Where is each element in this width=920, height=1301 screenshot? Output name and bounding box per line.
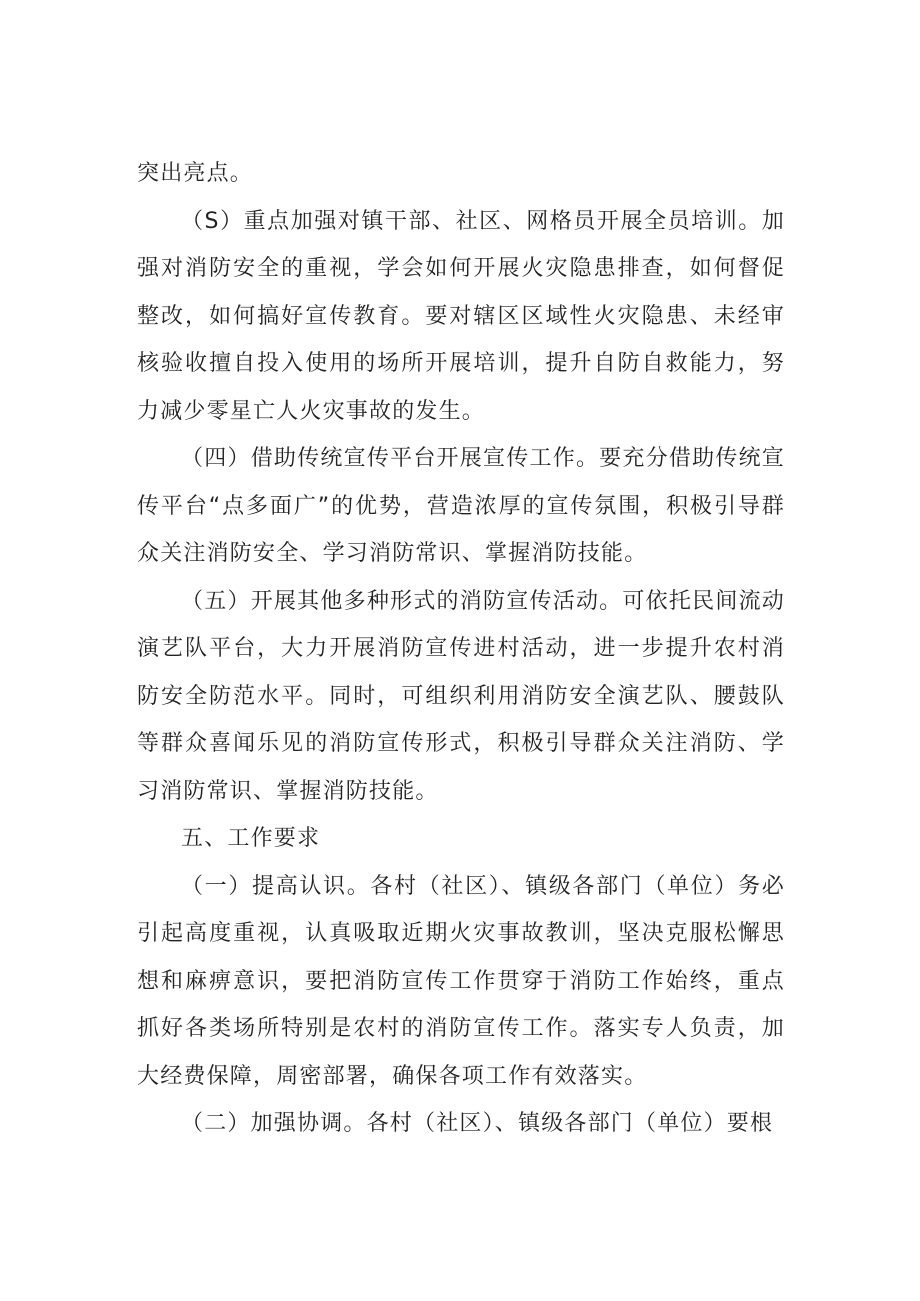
paragraph-item-4-traditional-platform: （四）借助传统宣传平台开展宣传工作。要充分借助传统宣传平台“点多面广”的优势，营造浓厚的宣传氛围，积极引导群众关注消防安全、学习消防常识、掌握消防技能。: [137, 446, 785, 566]
paragraph-item-5-other-activities: （五）开展其他多种形式的消防宣传活动。可依托民间流动演艺队平台，大力开展消防宣传进村活动，进一步提升农村消防安全防范水平。同时，可组织利用消防安全演艺队、腰鼓队等群众喜闻乐见的消防宣传形式，积极引导群众关注消防、学习消防常识、掌握消防技能。: [137, 588, 785, 804]
section-heading-work-requirements: 五、工作要求: [181, 826, 321, 851]
document-body: [137, 150, 785, 1148]
paragraph-requirement-1: （一）提高认识。各村（社区）、镇级各部门（单位）务必引起高度重视，认真吸取近期火灾事故教训，坚决克服松懈思想和麻痹意识，要把消防宣传工作贯穿于消防工作始终，重点抓好各类场所特别是农村的消防宣传工作。落实专人负责，加大经费保障，周密部署，确保各项工作有效落实。: [137, 873, 785, 1089]
paragraph-continuation: 突出亮点。: [137, 161, 254, 186]
paragraph-requirement-2: （二）加强协调。各村（社区）、镇级各部门（单位）要根: [181, 1111, 774, 1136]
paragraph-item-3-training: （S）重点加强对镇干部、社区、网格员开展全员培训。加强对消防安全的重视，学会如何开展火灾隐患排查，如何督促整改，如何搞好宣传教育。要对辖区区域性火灾隐患、未经审核验收擅自投入使用的场所开展培训，提升自防自救能力，努力减少零星亡人火灾事故的发生。: [137, 208, 785, 424]
